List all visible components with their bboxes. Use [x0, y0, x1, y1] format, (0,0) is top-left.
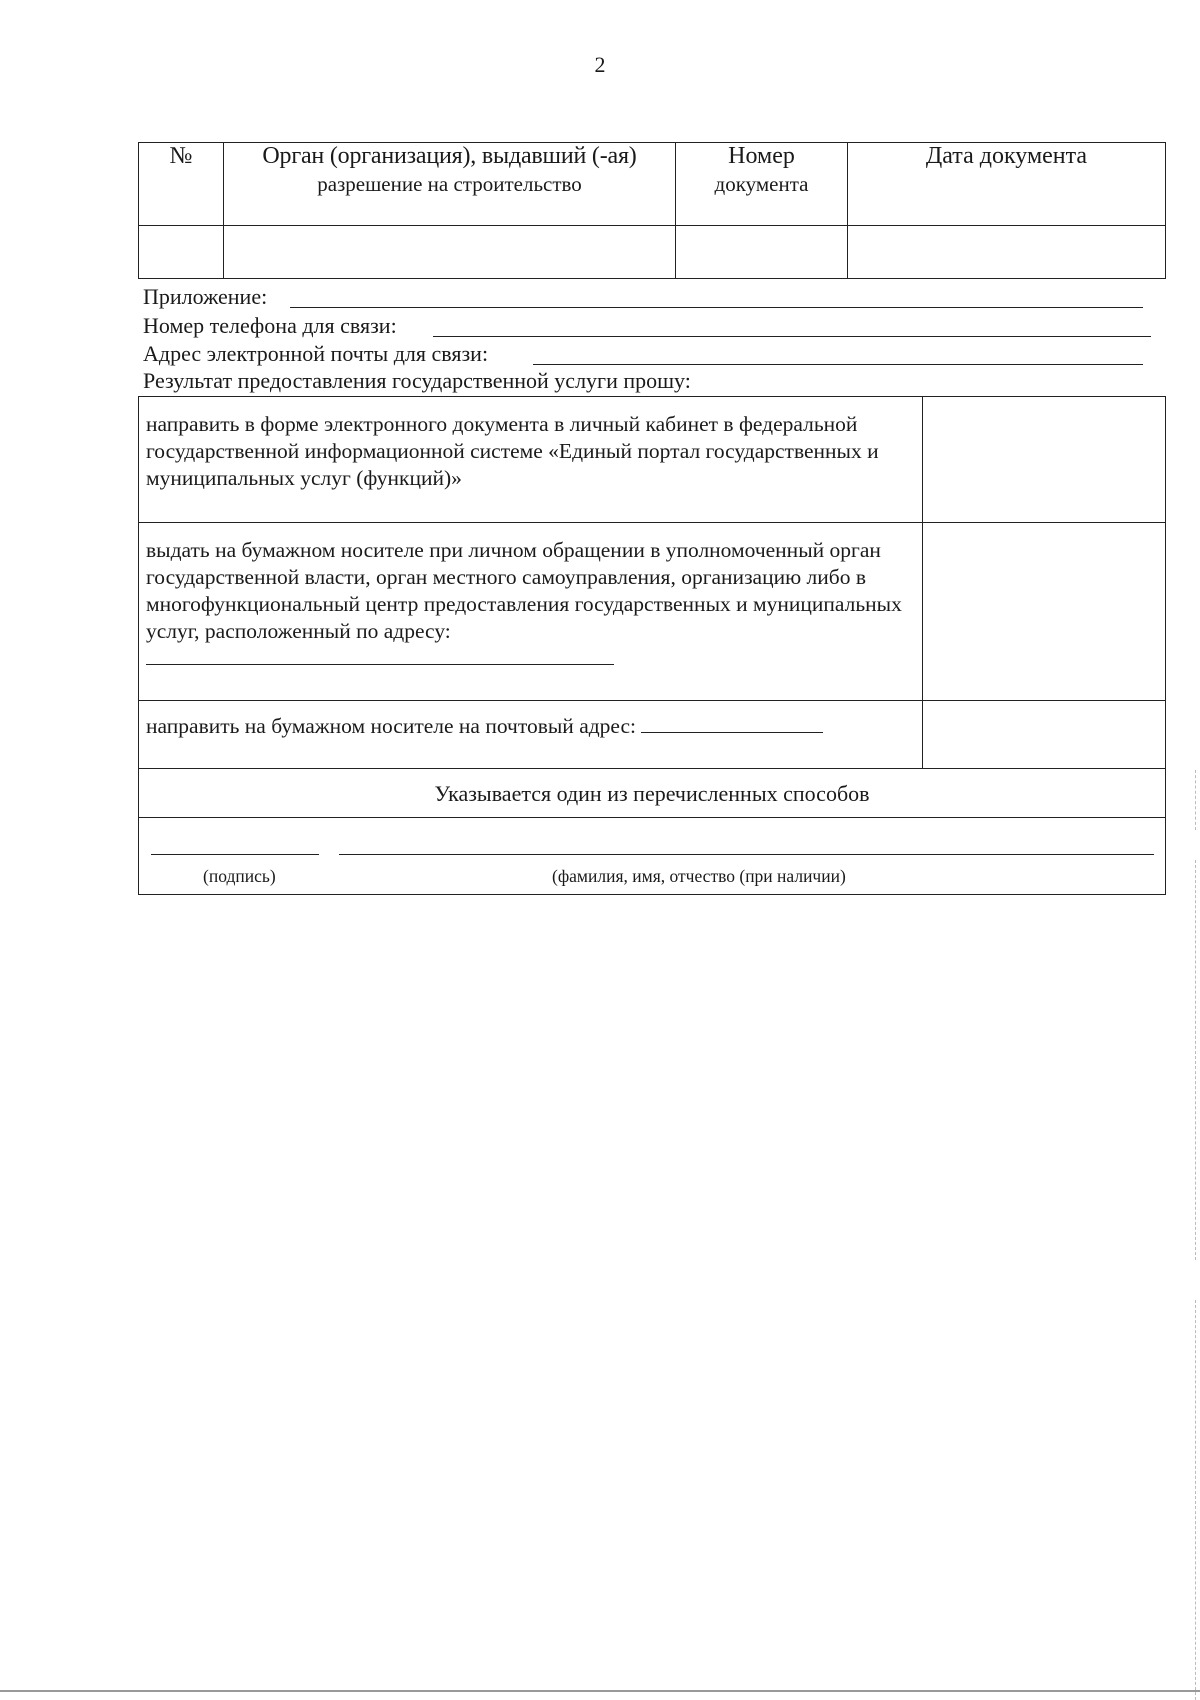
permit-table — [138, 142, 1166, 279]
result-option-row — [139, 523, 1166, 701]
attachment-field[interactable] — [143, 284, 267, 310]
result-label: Результат предоставления государственной услуги прошу: — [143, 368, 691, 393]
scan-bottom-edge — [0, 1690, 1200, 1692]
signature-cell — [139, 818, 1166, 895]
option-in-person-checkbox[interactable] — [923, 523, 1166, 701]
header-number-line1: Номер — [728, 143, 795, 169]
email-label: Адрес электронной почты для связи: — [143, 341, 489, 366]
result-heading — [143, 368, 691, 394]
option-mail-text: направить на бумажном носителе на почтовый адрес: — [146, 714, 637, 738]
page-number: 2 — [594, 52, 606, 77]
header-document-date: Дата документа — [848, 143, 1166, 226]
header-number-line2: документа — [714, 172, 809, 196]
option-in-person-cell — [139, 523, 923, 701]
option-electronic-text: направить в форме электронного документа в личный кабинет в федеральной государственной информационной системе «Единый портал государственных и муниципальных услуг (функций)» — [139, 397, 923, 523]
method-note: Указывается один из перечисленных способов — [139, 769, 1166, 818]
option-mail-cell — [139, 701, 923, 769]
cell-document-number[interactable] — [676, 226, 848, 279]
signature-line[interactable] — [151, 854, 319, 855]
signature-caption: (подпись) — [203, 866, 276, 886]
mail-address-line[interactable] — [641, 714, 823, 733]
cell-document-date[interactable] — [848, 226, 1166, 279]
full-name-line[interactable] — [339, 854, 1154, 855]
header-document-number — [676, 143, 848, 226]
option-in-person-text: выдать на бумажном носителе при личном обращении в уполномоченный орган государственной власти, орган местного самоуправления, организацию либо в многофункциональный центр предоставления государственных и муниципальных услуг, расположенный по адресу: — [146, 538, 902, 643]
attachment-label: Приложение: — [143, 284, 268, 309]
attachment-input-line[interactable] — [290, 307, 1143, 308]
result-options-table — [138, 396, 1166, 895]
scan-edge-mark — [1194, 770, 1196, 830]
result-option-row — [139, 397, 1166, 523]
header-org-line1: Орган (организация), выдавший (-ая) — [262, 143, 637, 169]
email-field[interactable] — [143, 341, 488, 367]
header-org-line2: разрешение на строительство — [317, 172, 582, 196]
cell-organization[interactable] — [224, 226, 676, 279]
header-number-sign: № — [139, 143, 224, 226]
option-electronic-checkbox[interactable] — [923, 397, 1166, 523]
scan-edge-mark — [1194, 860, 1196, 1260]
permit-table-header-row — [139, 143, 1166, 226]
phone-field[interactable] — [143, 313, 397, 339]
result-option-row — [139, 701, 1166, 769]
cell-number[interactable] — [139, 226, 224, 279]
signature-row — [139, 818, 1166, 895]
scan-edge-mark — [1194, 1300, 1196, 1700]
full-name-caption: (фамилия, имя, отчество (при наличии) — [552, 866, 846, 886]
phone-label: Номер телефона для связи: — [143, 313, 397, 338]
option-mail-checkbox[interactable] — [923, 701, 1166, 769]
note-row — [139, 769, 1166, 818]
email-input-line[interactable] — [533, 364, 1143, 365]
phone-input-line[interactable] — [433, 336, 1151, 337]
table-row — [139, 226, 1166, 279]
header-issuing-organization — [224, 143, 676, 226]
in-person-address-line[interactable] — [146, 646, 614, 665]
